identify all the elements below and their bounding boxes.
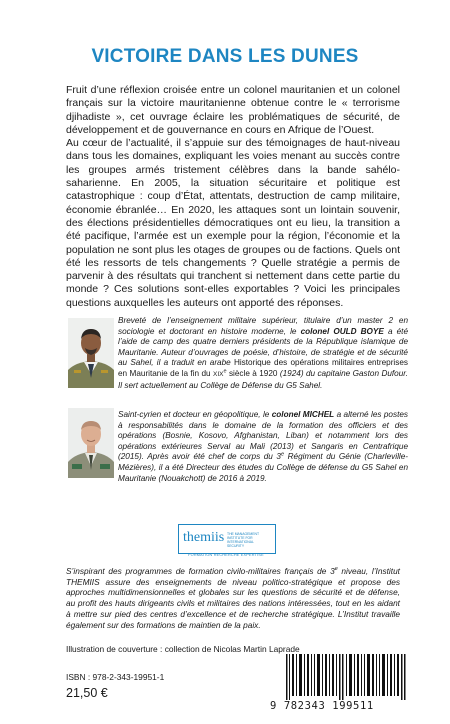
author-name-ould-boye: colonel OULD BOYE: [300, 326, 384, 336]
bio1-text-b: a été l’aide de camp des quatre derniers présidents de la République islamique de Mauritanie. Auteur d’ouvrages de poésie, d’histoire, de stratégie et de sécurité au Sahel, il a traduit en arabe: [118, 326, 409, 368]
institute-text-a: S’inspirant des programmes de formation civilo-militaires français de 3: [66, 566, 335, 576]
logo-subtitle: THE MANAGEMENT INSTITUTE FOR INTERNATIONAL SECURITY: [227, 532, 259, 548]
intro-paragraph-2: Au cœur de l’actualité, il s’appuie sur des témoignages de haut-niveau dans tous les domaines, expliquant les voies menant au succès contre les groupes armés tristement célèbres dans la bande sahélo-saharienne. En 2005, la situation sécuritaire et politique est catastrophique : coup d’État, attentats, destruction de camp militaire, économie ébranlée… En 2020, les attaques sont un lointain souvenir, des élections présidentielles démocratiques ont eu lieu, la transition a été pacifique, l’armée est un exemple pour la région, l’économie et la population ne sont plus les otages de groupes ou de factions. Quels ont été les ressorts de tels changements ? Quelle stratégie a permis de parvenir à des résultats qui tranchent si nettement dans cette partie du monde ? Ces solutions sont-elles exportables ? Voici les principales questions auxquelles les auteurs ont apporté des réponses.: [66, 137, 400, 309]
institute-text-b: niveau, l’Institut THEMIIS assure des enseignements de niveau politico-stratégique et propose des approches multidimensionnelles et globales sur les questions de sécurité et de défense, au profit des hauts dirigeants civils et militaires des nations intéressées, tout en les aidant à mettre sur pied des centres d’excellence et de recherche stratégique. L’Institut travaille également sur des formations de maintien de la paix.: [66, 566, 400, 630]
author-photo-ould-boye: [68, 318, 114, 388]
bio1-text-e: (1924): [279, 368, 304, 378]
bio1-century: XIX: [213, 370, 224, 378]
institute-sup: e: [334, 566, 338, 573]
bio1-text-a: Breveté de l’enseignement militaire supérieur, titulaire d’un master 2 en sociologie et doctorant en histoire moderne, le: [118, 316, 408, 336]
isbn: ISBN : 978-2-343-19951-1: [66, 672, 165, 682]
author-bio-ould-boye: [118, 316, 408, 391]
author-photo-michel: [68, 408, 114, 478]
bio1-text-c: Historique des opérations militaires entreprises en Mauritanie de la fin du: [118, 358, 408, 378]
book-title: VICTOIRE DANS LES DUNES: [91, 46, 359, 67]
bio2-sup: e: [280, 451, 285, 458]
institute-description: [66, 566, 400, 630]
barcode-number: 9 782343 199511: [270, 700, 374, 712]
bio1-text-f: du capitaine Gaston Dufour. Il sert actuellement au Collège de Défense du G5 Sahel.: [118, 368, 408, 390]
price: 21,50 €: [66, 686, 108, 700]
bio2-text-a: Saint-cyrien et docteur en géopolitique, le: [118, 410, 272, 419]
bio1-century-sup: e: [223, 368, 227, 375]
logo-tagline: FORMATION RECHERCHE EXPERTISE: [188, 553, 264, 557]
author-name-michel: colonel MICHEL: [271, 410, 335, 419]
author-bio-michel: [118, 410, 408, 484]
bio2-text-b: a alterné les postes à responsabilités dans le domaine de la formation des officiers et des opérations (Bosnie, Kosovo, Afghanistan, Liban) et notamment lors des opérations extérieures Serval au Mali (2013) et Sangaris en Centrafrique (2015). Après avoir été chef de corps du 3: [118, 410, 408, 462]
logo-wordmark: themiis: [183, 530, 225, 545]
intro-text: [66, 84, 400, 310]
bio2-text-c: Régiment du Génie (Charleville-Mézières), il a été Directeur des études du Collège de défense du G5 Sahel en Mauritanie (Nouakchott) de 2016 à 2019.: [118, 452, 408, 483]
cover-credit: Illustration de couverture : collection de Nicolas Martin Laprade: [66, 644, 300, 654]
barcode-icon: [286, 654, 406, 700]
themiis-logo: [178, 524, 276, 554]
intro-paragraph-1: Fruit d’une réflexion croisée entre un colonel mauritanien et un colonel français sur la victoire mauritanienne obtenue contre le « terrorisme djihadiste », cet ouvrage éclaire les problématiques de sécurité, de développement et de gouvernance en cours en Afrique de l’Ouest.: [66, 84, 400, 136]
bio1-text-d: siècle à 1920: [226, 368, 280, 378]
